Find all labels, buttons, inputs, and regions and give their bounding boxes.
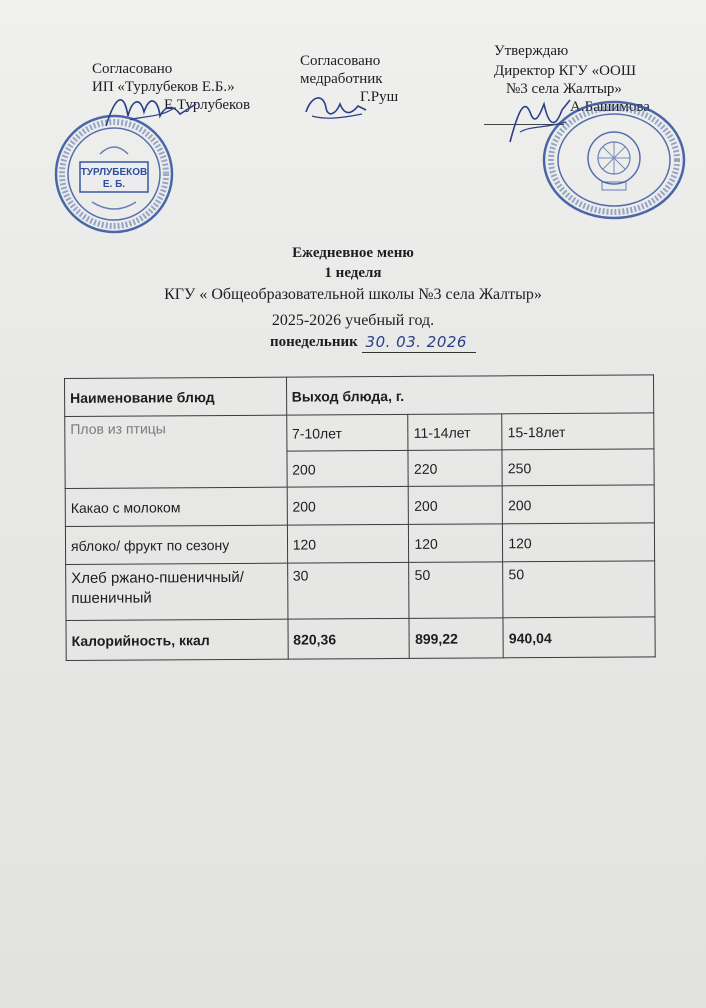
portion-value: 250 xyxy=(502,449,654,486)
portion-value: 200 xyxy=(287,486,409,525)
signature-right xyxy=(500,92,580,146)
header-output: Выход блюда, г. xyxy=(286,375,654,415)
approval-left-name: Е.Турлубеков xyxy=(164,97,251,113)
approval-middle-title: Согласовано xyxy=(300,53,381,69)
portion-value: 200 xyxy=(502,485,654,524)
portion-value: 30 xyxy=(287,562,409,619)
approval-right-org: №3 села Жалтыр» xyxy=(506,81,622,97)
portion-value: 120 xyxy=(503,523,655,562)
table-row xyxy=(65,485,654,527)
calories-value: 899,22 xyxy=(409,618,503,659)
date-handwritten: 30. 03. 2026 xyxy=(365,333,467,351)
table-row xyxy=(66,561,655,621)
approval-right-title: Утверждаю xyxy=(494,43,569,59)
approval-middle-role: медработник xyxy=(300,71,383,87)
header-dish-name: Наименование блюд xyxy=(65,377,287,416)
approval-middle-name: Г.Руш xyxy=(360,89,399,105)
table-row xyxy=(65,413,654,453)
calories-value: 940,04 xyxy=(503,617,655,658)
signature-left xyxy=(100,86,210,132)
portion-value: 200 xyxy=(287,450,409,487)
dish-name: Плов из птицы xyxy=(65,415,287,488)
menu-table xyxy=(64,374,656,661)
signature-middle xyxy=(302,90,372,124)
date-underline xyxy=(362,352,476,353)
table-header-row xyxy=(65,375,654,417)
table-row xyxy=(65,523,654,565)
menu-title: Ежедневное меню xyxy=(292,245,414,261)
approval-left-title: Согласовано xyxy=(92,61,173,77)
approval-right-name: А.Башимова xyxy=(570,99,650,115)
date-field xyxy=(362,335,476,351)
school-name: КГУ « Общеобразовательной школы №3 села Жалтыр» xyxy=(164,286,542,303)
portion-value: 120 xyxy=(409,524,503,563)
age-group: 7-10лет xyxy=(286,414,408,451)
stamp-name-line2: Е. Б. xyxy=(102,179,126,190)
calories-row xyxy=(66,617,655,661)
portion-value: 50 xyxy=(503,561,655,618)
dish-name: Хлеб ржано-пшеничный/пшеничный xyxy=(66,563,288,620)
stamp-name-line1: ТУРЛУБЕКОВ xyxy=(80,167,148,178)
approval-right-role: Директор КГУ «ООШ xyxy=(494,63,636,79)
dish-name: яблоко/ фрукт по сезону xyxy=(65,525,287,564)
portion-value: 120 xyxy=(287,524,409,563)
portion-value: 50 xyxy=(409,562,503,619)
portion-value: 200 xyxy=(409,486,503,525)
day-row xyxy=(270,334,476,351)
dish-name: Какао с молоком xyxy=(65,487,287,526)
approval-left-org: ИП «Турлубеков Е.Б.» xyxy=(92,79,235,95)
calories-value: 820,36 xyxy=(288,618,410,659)
age-group: 15-18лет xyxy=(502,413,654,450)
day-label: понедельник xyxy=(270,334,358,350)
week-label: 1 неделя xyxy=(324,265,382,281)
calories-label: Калорийность, ккал xyxy=(66,619,288,660)
age-group: 11-14лет xyxy=(408,414,502,451)
portion-value: 220 xyxy=(408,450,502,487)
school-year: 2025-2026 учебный год. xyxy=(271,312,435,329)
